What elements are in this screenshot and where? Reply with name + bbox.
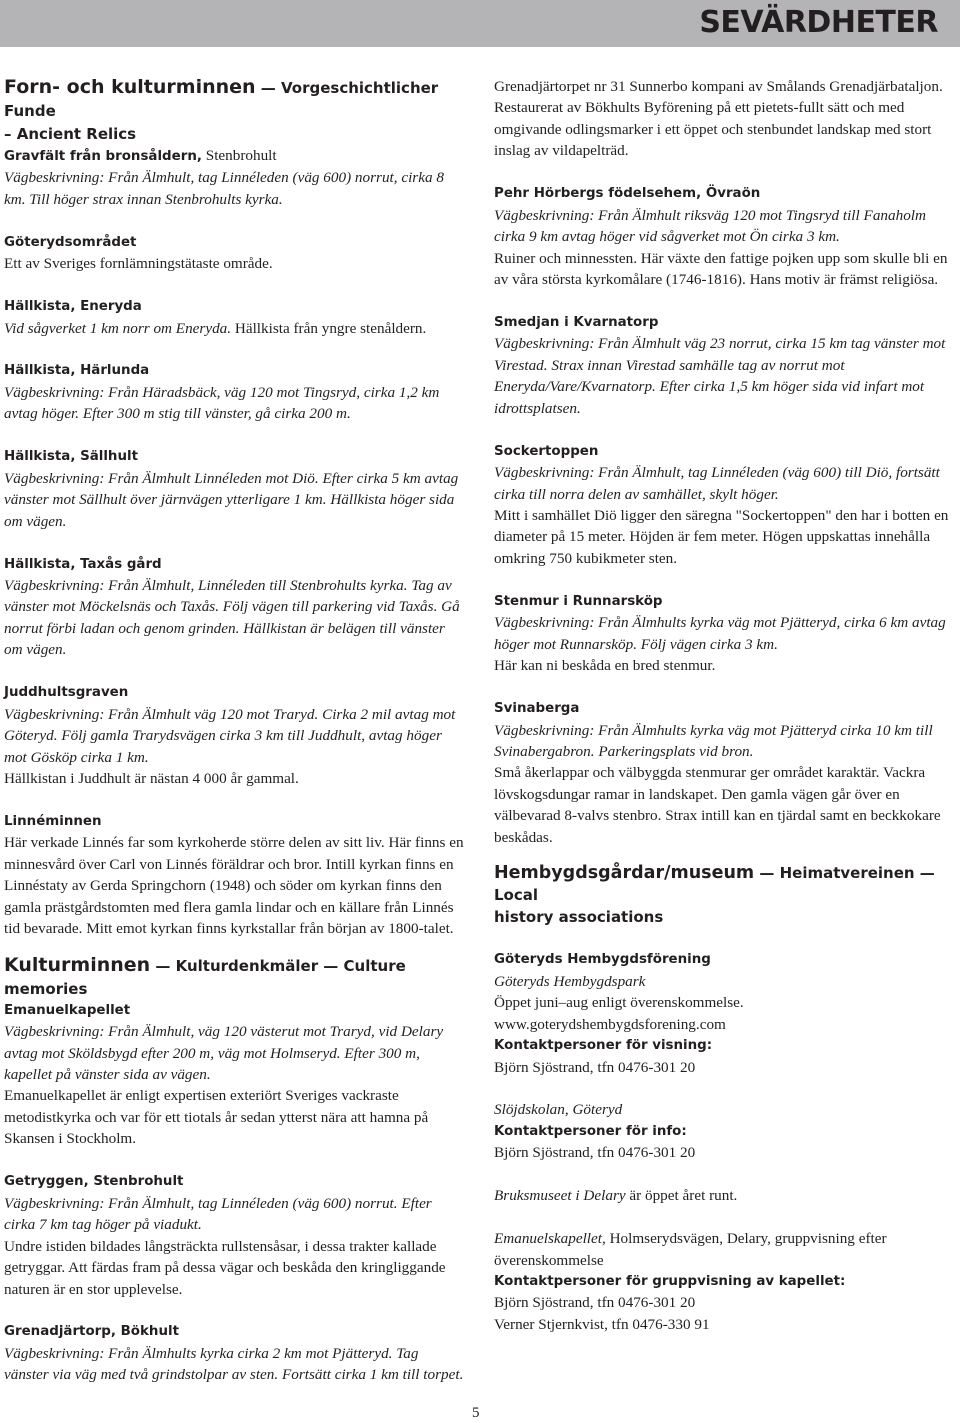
entry-goterydsomradet	[4, 232, 466, 275]
right-column	[494, 76, 956, 1357]
opening-hours: Öppet juni–aug enligt överenskommelse.	[494, 994, 744, 1012]
contact-person: Björn Sjöstrand, tfn 0476-301 20	[494, 1294, 696, 1312]
entry-title: Pehr Hörbergs födelsehem, Övraön	[494, 186, 761, 202]
website-link[interactable]: www.goterydshembygdsforening.com	[494, 1015, 726, 1033]
entry-emanuelkapellet	[4, 1000, 466, 1150]
entry-slojdskolan	[494, 1099, 956, 1163]
entry-body: Mitt i samhället Diö ligger den säregna "Sockertoppen" den har i botten en diameter på 15 meter. Höjden är fem meter. Högen uppskattas innehålla omkring 750 kubikmeter sten.	[494, 507, 949, 567]
entry-title: Göterydsområdet	[4, 234, 137, 250]
entry-directions: Vägbeskrivning: Från Häradsbäck, väg 120 mot Tingsryd, cirka 1,2 km avtag höger. Efter 300 m stig till vänster, gå cirka 200 m.	[4, 383, 440, 423]
entry-title: Emanuelskapellet	[494, 1230, 602, 1248]
entry-directions: Vägbeskrivning: Från Älmhults kyrka cirka 2 km mot Pjätteryd. Tag vänster via väg med två grindstolpar av sten. Fortsätt cirka 1 km till torpet.	[4, 1344, 464, 1384]
entry-title: Hällkista, Taxås gård	[4, 556, 162, 572]
entry-grenadjartorp	[4, 1321, 466, 1385]
entry-directions-cont: Strax innan Virestad samhälle tag av norrut mot Eneryda/Vare/Kvarnatorp. Efter cirka 1,5 km höger sida vid infart mot idrottsplatsen.	[494, 356, 925, 417]
heading-subtitle-2: – Ancient Relics	[4, 125, 137, 143]
entry-horberg	[494, 183, 956, 290]
section-heading-hembygdsgardar	[494, 862, 956, 928]
entry-directions: Vid sågverket 1 km norr om Eneryda.	[4, 319, 232, 337]
entry-directions: Vägbeskrivning: Från Älmhult, tag Linnéleden (väg 600) till Diö, fortsätt cirka till norra delen av samhället, skylt höger.	[494, 464, 940, 503]
entry-sallhult	[4, 446, 466, 532]
entry-directions: Vägbeskrivning: Från Älmhult väg 23 norrut, cirka 15 km tag vänster mot Virestad.	[494, 335, 946, 374]
left-column	[4, 76, 466, 1407]
entry-title: Sockertoppen	[494, 443, 599, 459]
entry-eneryda	[4, 296, 466, 339]
heading-subtitle: — Kulturdenkmäler — Culture memories	[4, 956, 406, 998]
entry-juddhult	[4, 682, 466, 789]
contact-person: Verner Stjernkvist, tfn 0476-330 91	[494, 1315, 710, 1333]
entry-directions: Vägbeskrivning: Från Älmhults kyrka väg mot Pjätteryd, cirka 6 km avtag höger mot Runnarsköp. Följ vägen cirka 3 km.	[494, 614, 946, 653]
entry-title: Getryggen, Stenbrohult	[4, 1174, 184, 1190]
entry-directions: Vägbeskrivning: Från Älmhult, tag Linnéleden (väg 600) norrut. Efter cirka 7 km tag höger på viadukt.	[4, 1194, 432, 1234]
contact-person: Björn Sjöstrand, tfn 0476-301 20	[494, 1144, 696, 1162]
contact-label: Kontaktpersoner för visning:	[494, 1038, 713, 1054]
entry-linneminnen	[4, 811, 466, 940]
entry-title: Emanuelkapellet	[4, 1002, 131, 1018]
heading-main: Forn- och kulturminnen	[4, 76, 256, 98]
page-number: 5	[472, 1405, 480, 1421]
entry-directions: Vägbeskrivning: Från Älmhult riksväg 120 mot Tingsryd till Fanaholm cirka 9 km avtag höger vid sågverket mot Ön cirka 3 km.	[494, 206, 926, 246]
entry-title: Hällkista, Eneryda	[4, 299, 142, 315]
contact-person: Björn Sjöstrand, tfn 0476-301 20	[494, 1058, 696, 1076]
contact-label: Kontaktpersoner för gruppvisning av kapellet:	[494, 1273, 846, 1289]
heading-subtitle: — Vorgeschichtlicher Funde	[4, 79, 439, 120]
entry-body: Små åkerlappar och välbyggda stenmurar ger området karaktär. Vackra lövskogsdungar ramar in landskapet. Den gamla vägen går över en välbevarad 8-valvs stenbro. Strax intill kan en tjärdal samt en beckkokare beskådas.	[494, 764, 941, 846]
entry-stenmur	[494, 591, 956, 677]
section-heading-kulturminnen	[4, 954, 466, 1000]
entry-sockertoppen	[494, 441, 956, 570]
entry-goteryds-hembygdsforening	[494, 949, 956, 1078]
heading-subtitle: — Heimatvereinen — Local	[494, 864, 935, 905]
entry-body: Ruiner och minnessten. Här växte den fattige pojken upp som skulle bli en av våra största kyrkomålare (1746-1816). Hans motiv är främst religiösa.	[494, 249, 948, 289]
entry-title: Stenmur i Runnarsköp	[494, 593, 663, 609]
entry-body: Grenadjärtorpet nr 31 Sunnerbo kompani av Smålands Grenadjärbataljon. Restaurerat av Bökhults Byförening på ett pietets-fullt sätt och med omgivande odlingsmarker i ett öppet och stenbundet landskap med stort inslag av vildapelträd.	[494, 78, 943, 160]
section-heading-forn	[4, 76, 466, 145]
heading-main: Hembygdsgårdar/museum	[494, 863, 755, 884]
entry-title: Hällkista, Sällhult	[4, 449, 138, 465]
entry-title: Bruksmuseet i Delary	[494, 1187, 626, 1205]
entry-title: Juddhultsgraven	[4, 685, 129, 701]
entry-title: Hällkista, Härlunda	[4, 363, 150, 379]
entry-body: Emanuelkapellet är enligt expertisen exteriört Sveriges vackraste metodistkyrka och var för ett tiotals år sedan ytterst nära att hamna på Skansen i Stockholm.	[4, 1087, 429, 1148]
page-header-band	[0, 0, 960, 47]
entry-getryggen	[4, 1171, 466, 1300]
heading-subtitle-2: history associations	[494, 908, 664, 927]
entry-gravfalt	[4, 145, 466, 210]
entry-directions: Vägbeskrivning: Från Älmhult, Linnéleden till Stenbrohults kyrka. Tag av vänster mot Möckelsnäs och Taxås. Följ vägen till parkering vid Taxås. Gå norrut förbi ladan och genom grinden. Hällkistan är belägen till vänster om vägen.	[4, 576, 460, 659]
entry-title-rest: Stenbrohult	[201, 147, 277, 164]
entry-subtitle: Göteryds Hembygdspark	[494, 972, 646, 990]
entry-body: Ett av Sveriges fornlämningstätaste område.	[4, 255, 273, 273]
entry-title: Slöjdskolan, Göteryd	[494, 1101, 623, 1119]
entry-body: Hällkistan i Juddhult är nästan 4 000 år gammal.	[4, 770, 299, 788]
entry-title: Gravfält från bronsåldern,	[4, 149, 202, 164]
entry-body: Här verkade Linnés far som kyrkoherde större delen av sitt liv. Här finns en minnesvård över Carl von Linnés föräldrar och bror. Intill kyrkan finns en Linnéstaty av Gerda Springchorn (1948) och söder om kyrkan finns den gamla prästgårdstomten med flera gamla lindar och en källare från Linnés tid bevarade. Mitt emot kyrkan finns kyrkstallar från början av 1800-talet.	[4, 834, 464, 938]
entry-body: Hällkista från yngre stenåldern.	[231, 319, 427, 337]
entry-harlunda	[4, 360, 466, 424]
entry-directions: Vägbeskrivning: Från Älmhults kyrka väg mot Pjätteryd cirka 10 km till Svinabergabron. Parkeringsplats vid bron.	[494, 721, 933, 760]
entry-directions: Vägbeskrivning: Från Älmhult Linnéleden mot Diö. Efter cirka 5 km avtag vänster mot Sällhult över järnvägen ytterligare 1 km. Hällkista höger sida om vägen.	[4, 469, 459, 530]
heading-main: Kulturminnen	[4, 953, 151, 976]
entry-title: Smedjan i Kvarnatorp	[494, 314, 659, 330]
entry-svinaberga	[494, 698, 956, 848]
entry-title: Svinaberga	[494, 701, 580, 717]
entry-bruksmuseet	[494, 1185, 956, 1206]
entry-body: Undre istiden bildades långsträckta rullstensåsar, i dessa trakter kallade getryggar. Att färdas fram på dessa vägar och beskåda den kringliggande naturen är en stor upplevelse.	[4, 1237, 446, 1298]
entry-emanuelskapellet	[494, 1228, 956, 1335]
entry-directions: Vägbeskrivning: Från Älmhult väg 120 mot Traryd. Cirka 2 mil avtag mot Göteryd. Följ gamla Trarydsvägen cirka 3 km till Juddhult, avtag höger mot Gösköp cirka 1 km.	[4, 705, 456, 766]
entry-title: Göteryds Hembygdsförening	[494, 952, 711, 968]
entry-smedjan	[494, 312, 956, 419]
entry-body: , Holmserydsvägen, Delary, gruppvisning efter överenskommelse	[494, 1230, 887, 1269]
entry-title: Grenadjärtorp, Bökhult	[4, 1324, 179, 1340]
entry-grenadjartorp-continued	[494, 76, 956, 162]
entry-taxas	[4, 554, 466, 661]
entry-directions: Vägbeskrivning: Från Älmhult, väg 120 västerut mot Traryd, vid Delary avtag mot Sköldsbygd efter 200 m, väg mot Holmseryd. Efter 300 m, kapellet på vänster sida av vägen.	[4, 1023, 444, 1084]
entry-title: Linnéminnen	[4, 813, 102, 829]
entry-body: är öppet året runt.	[625, 1187, 738, 1205]
contact-label: Kontaktpersoner för info:	[494, 1123, 687, 1139]
entry-body: Här kan ni beskåda en bred stenmur.	[494, 657, 716, 675]
page-title: SEVÄRDHETER	[699, 5, 938, 40]
entry-directions: Vägbeskrivning: Från Älmhult, tag Linnéleden (väg 600) norrut, cirka 8 km. Till höger strax innan Stenbrohults kyrka.	[4, 169, 444, 208]
